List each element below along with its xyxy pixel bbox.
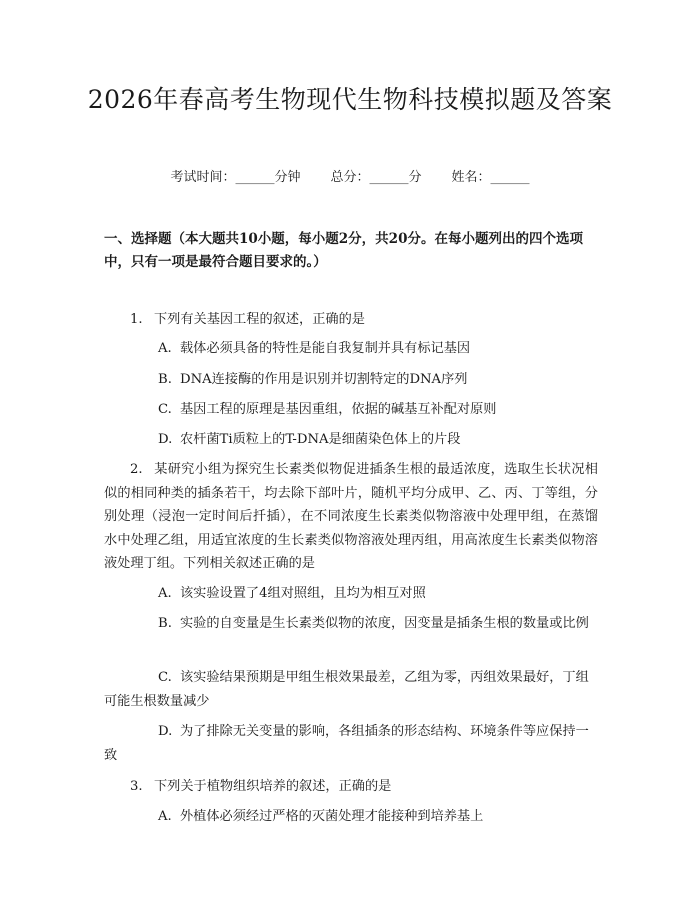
question-number: 1.: [130, 312, 143, 327]
option-letter: C.: [158, 670, 172, 685]
question-number: 2.: [130, 462, 143, 477]
option-text: 该实验结果预期是甲组生根效果最差，乙组为零，丙组效果最好，丁组可能生根数量减少: [104, 670, 589, 709]
option-text: 载体必须具备的特性是能自我复制并具有标记基因: [180, 341, 471, 356]
question-2-option-c: [104, 666, 598, 713]
question-2-option-d: [104, 720, 598, 767]
option-letter: D.: [158, 432, 173, 447]
option-text: 农杆菌Ti质粒上的T-DNA是细菌染色体上的片段: [180, 432, 461, 447]
page-title: 2026年春高考生物现代生物科技模拟题及答案: [87, 85, 613, 114]
option-letter: B.: [158, 372, 172, 387]
question-3-option-a: [104, 805, 598, 829]
question-1-option-b: [104, 368, 598, 392]
question-stem: 下列有关基因工程的叙述，正确的是: [154, 312, 365, 327]
option-letter: A.: [158, 809, 172, 824]
question-stem: 下列关于植物组织培养的叙述，正确的是: [154, 779, 392, 794]
exam-info: [0, 168, 700, 188]
question-2: [104, 458, 598, 576]
option-text: 该实验设置了4组对照组，且均为相互对照: [180, 586, 426, 601]
student-name-label: 姓名：______: [451, 170, 530, 185]
question-2-option-b: [104, 612, 598, 636]
total-score-label: 总分：______分: [330, 170, 422, 185]
option-text: DNA连接酶的作用是识别并切割特定的DNA序列: [180, 372, 468, 387]
question-1-option-d: [104, 428, 598, 452]
option-text: 为了排除无关变量的影响，各组插条的形态结构、环境条件等应保持一致: [104, 724, 589, 763]
question-1: [104, 308, 598, 332]
option-letter: D.: [158, 724, 173, 739]
question-number: 3.: [130, 779, 143, 794]
section-header: 一、选择题（本大题共10小题，每小题2分，共20分。在每小题列出的四个选项中，只有一项是最符合题目要求的。）: [104, 231, 583, 270]
question-1-option-c: [104, 398, 598, 422]
option-text: 基因工程的原理是基因重组，依据的碱基互补配对原则: [180, 402, 497, 417]
option-letter: B.: [158, 616, 172, 631]
question-stem: 某研究小组为探究生长素类似物促进插条生根的最适浓度，选取生长状况相似的相同种类的插条若干，均去除下部叶片，随机平均分成甲、乙、丙、丁等组，分别处理（浸泡一定时间后扦插），在不同浓度生长素类似物溶液中处理甲组，在蒸馏水中处理乙组，用适宜浓度的生长素类似物溶液处理丙组，用高浓度生长素类似物溶液处理丁组。下列相关叙述正确的是: [104, 462, 598, 571]
question-3: [104, 775, 598, 799]
option-text: 外植体必须经过严格的灭菌处理才能接种到培养基上: [180, 809, 484, 824]
option-letter: A.: [158, 586, 172, 601]
question-1-option-a: [104, 337, 598, 361]
option-letter: C.: [158, 402, 172, 417]
exam-time-label: 考试时间：______分钟: [170, 170, 301, 185]
option-text: 实验的自变量是生长素类似物的浓度，因变量是插条生根的数量或比例: [180, 616, 589, 631]
option-letter: A.: [158, 341, 172, 356]
question-2-option-a: [104, 582, 598, 606]
